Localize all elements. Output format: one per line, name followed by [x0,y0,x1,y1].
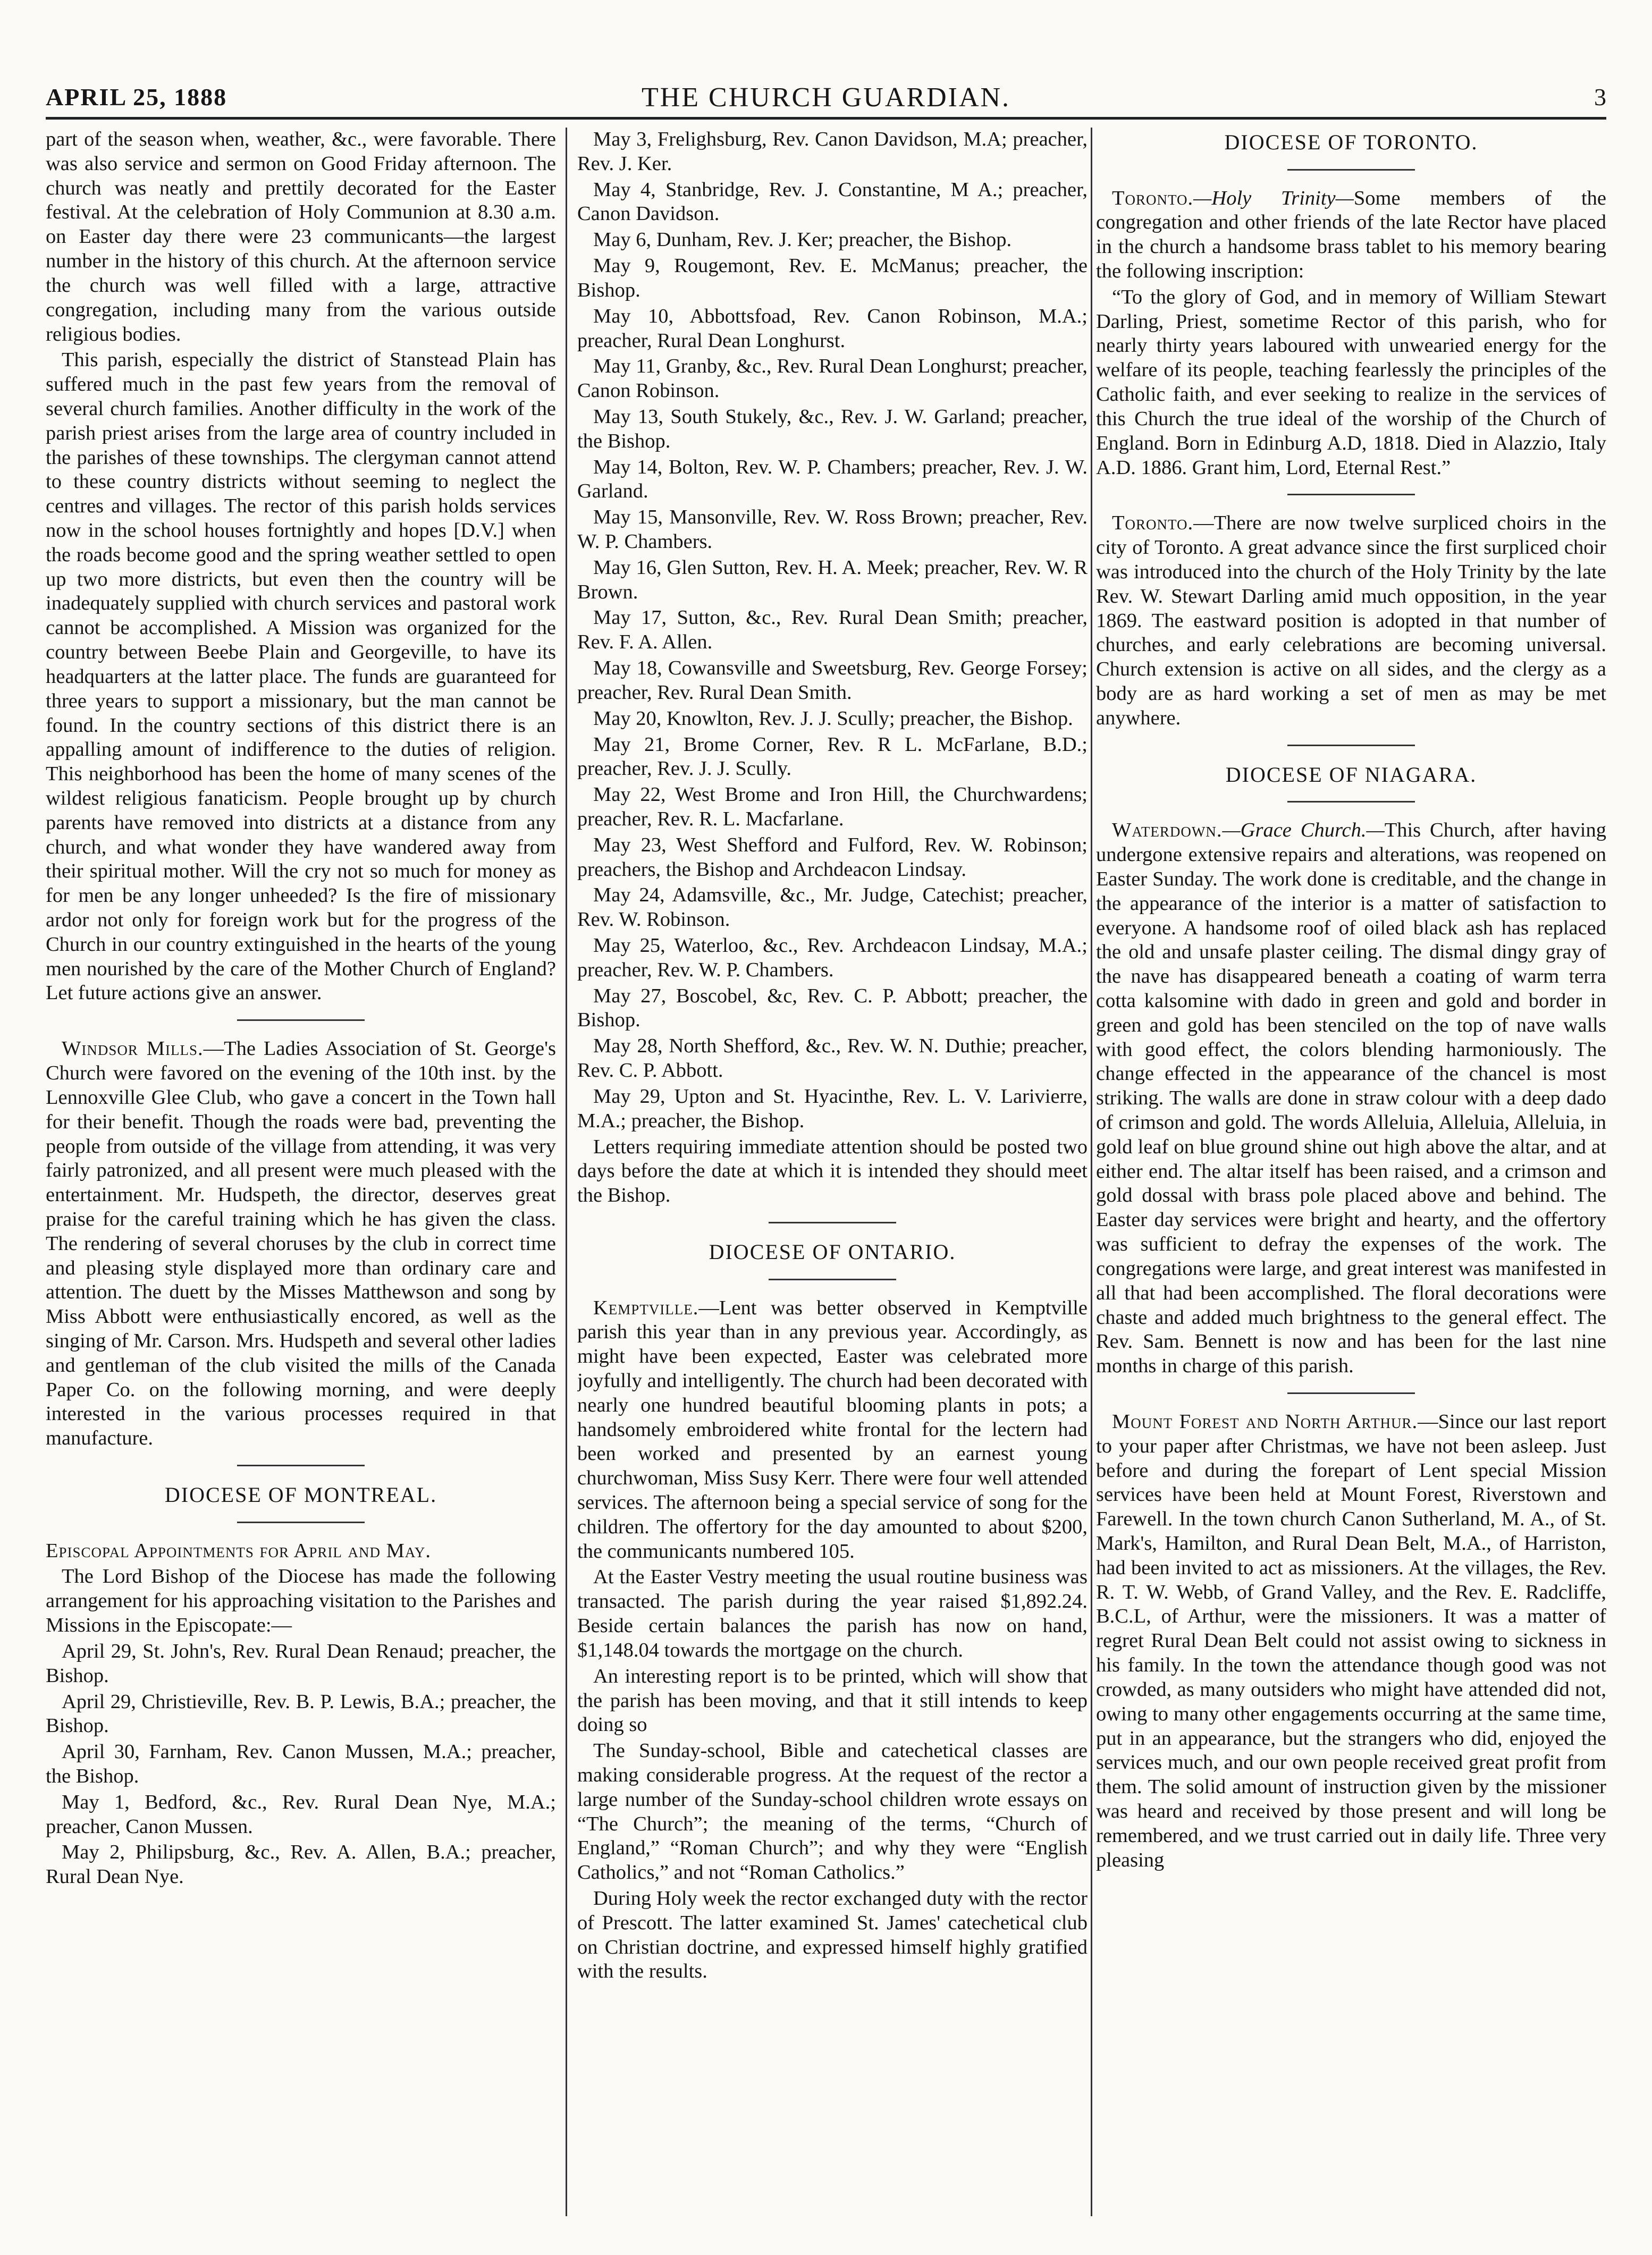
section-divider [1287,494,1415,495]
dateline: Waterdown. [1112,819,1223,842]
appointment-entry: May 4, Stanbridge, Rev. J. Constantine, M A.; preacher, Canon Davidson. [577,178,1088,225]
article-body: —Since our last report to your paper after Christmas, we have not been asleep. Just before and during the forepart of Lent special Mission services have been held at Mount Forest, Riverstown and Farewell. In the town church Canon Sutherland, M. A., of St. Mark's, Hamilton, and Rural Dean Belt, M.A., of Harriston, had been invited to act as missioners. At the villages, the Rev. R. T. W. Webb, of Grand Valley, and the Rev. E. Radcliffe, B.C.L, of Arthur, were the missioners. It was a matter of regret Rural Dean Belt could not assist owing to sickness in his family. In the town the attendance though good was not crowded, as many outsiders who might have attended did not, owing to many other engagements occurring at the same time, put in an appearance, but the strangers who did, enjoyed the services much, and our own people received great profit from them. The solid amount of instruction given by the missioner was heard and received by those present and will long be remembered, and we trust carried out in daily life. Three very pleasing [1096,1410,1606,1871]
appointment-entry: May 1, Bedford, &c., Rev. Rural Dean Nye, M.A.; preacher, Canon Mussen. [46,1791,556,1838]
article-mount-forest [1096,1410,1606,1872]
section-divider [1287,169,1415,171]
appointment-entry: May 15, Mansonville, Rev. W. Ross Brown; preacher, Rev. W. P. Chambers. [577,506,1088,553]
article-body: Some members of the congregation and other friends of the late Rector have placed in the church a handsome brass tablet to his memory bearing the following inscription: [1096,187,1606,283]
appointment-entry: May 28, North Shefford, &c., Rev. W. N. Duthie; preacher, Rev. C. P. Abbott. [577,1035,1088,1082]
section-divider [1287,1392,1415,1394]
dateline: Toronto. [1112,512,1194,535]
paragraph: Letters requiring immediate attention should be posted two days before the date at which it is intended they should meet the Bishop. [577,1135,1088,1207]
dateline: Mount Forest and North Arthur. [1112,1410,1418,1433]
section-heading: DIOCESE OF MONTREAL. [164,1483,437,1507]
subheading: Episcopal Appointments for April and May. [46,1539,431,1562]
appointment-entry: May 29, Upton and St. Hyacinthe, Rev. L. V. Larivierre, M.A.; preacher, the Bishop. [577,1085,1088,1132]
paragraph: The Lord Bishop of the Diocese has made the following arrangement for his approaching visitation to the Parishes and Missions in the Episcopate:— [46,1565,556,1637]
column-3 [1096,128,1606,2216]
article-body: —The Ladies Association of St. George's Church were favored on the evening of the 10th inst. by the Lennoxville Glee Club, who gave a concert in the Town hall for their benefit. Though the roads were bad, preventing the people from outside of the village from attending, it was very fairly patronized, and all present were much pleased with the entertainment. Mr. Hudspeth, the director, deserves great praise for the careful training which he has given the class. The rendering of several choruses by the club in correct time and pleasing style displayed more than ordinary care and attention. The duett by the Misses Matthewson and song by Miss Abbott were enthusiastically encored, as well as the singing of Mr. Carson. Mrs. Hudspeth and several other ladies and gentleman of the club visited the mills of the Canada Paper Co. on the following morning, and were deeply interested in the various processes required in that manufacture. [46,1037,556,1450]
section-heading: DIOCESE OF TORONTO. [1224,130,1478,154]
article-windsor-mills [46,1037,556,1451]
section-divider [1287,801,1415,803]
section-divider [237,1522,365,1523]
appointment-entry: May 25, Waterloo, &c., Rev. Archdeacon Lindsay, M.A.; preacher, Rev. W. P. Chambers. [577,934,1088,981]
appointment-entry: May 9, Rougemont, Rev. E. McManus; preacher, the Bishop. [577,255,1088,301]
page-number: 3 [1594,83,1606,111]
paragraph: At the Easter Vestry meeting the usual routine business was transacted. The parish during the year raised $1,892.24. Beside certain balances the parish has now on hand, $1,148.04 towards the mortgage on the church. [577,1566,1088,1661]
paragraph: During Holy week the rector exchanged duty with the rector of Prescott. The latter examined St. James' catechetical club on Christian doctrine, and expressed himself highly gratified with the results. [577,1887,1088,1983]
article-toronto-holy-trinity [1096,187,1606,284]
paragraph: This parish, especially the district of Stanstead Plain has suffered much in the past few years from the removal of several church families. Another difficulty in the work of the parish priest arises from the large area of country included in the parishes of these townships. The clergyman cannot attend to these country districts without seeming to neglect the centres and villages. The rector of this parish holds services now in the school houses fortnightly and hopes [D.V.] when the roads become good and the spring weather settled to open up two more districts, but even then the country will be inadequately supplied with church services and pastoral work cannot be accomplished. A Mission was organized for the country between Beebe Plain and Georgeville, to have its headquarters at the latter place. The funds are guaranteed for three years to support a missionary, but the man cannot be found. In the country sections of this district there is an appalling amount of indifference to the duties of religion. This neighborhood has been the home of many scenes of the wildest religious fanaticism. People brought up by church parents have removed into districts at a distance from any church, and what wonder they have wandered away from their spiritual mother. Will the cry not so much for money as for men be any longer unheeded? Is the fire of missionary ardor not only for foreign work but for the progress of the Church in our country extinguished in the hearts of the young men nourished by the care of the Mother Church of England? Let future actions give an answer. [46,349,556,1004]
masthead [46,80,1606,120]
article-body: —Lent was better observed in Kemptville parish this year than in any previous year. Accordingly, as might have been expected, Easter was celebrated more joyfully and intelligently. The church had been decorated with nearly one hundred beautiful blooming plants in pots; a handsomely embroidered white frontal for the lectern had been worked and presented by an earnest young churchwoman, Miss Susy Kerr. There were four well attended services. The afternoon being a special service of song for the children. The offertory for the day amounted to about $200, the communicants numbered 105. [577,1296,1088,1563]
appointment-entry: May 10, Abbottsfoad, Rev. Canon Robinson, M.A.; preacher, Rural Dean Longhurst. [577,305,1088,352]
dateline: Kemptville. [593,1296,699,1319]
appointment-entry: May 23, West Shefford and Fulford, Rev. W. Robinson; preachers, the Bishop and Archdeacon Lindsay. [577,833,1088,881]
section-divider [769,1279,896,1280]
dateline: Windsor Mills. [62,1037,204,1060]
issue-date: APRIL 25, 1888 [46,83,227,111]
article-toronto-choirs [1096,511,1606,730]
appointment-entry: April 30, Farnham, Rev. Canon Mussen, M.A.; preacher, the Bishop. [46,1741,556,1787]
section-divider [1287,745,1415,746]
subtitle: —Grace Church.— [1222,819,1385,842]
column-1 [46,128,556,2216]
appointment-entry: May 17, Sutton, &c., Rev. Rural Dean Smith; preacher, Rev. F. A. Allen. [577,606,1088,654]
section-divider [237,1465,365,1466]
appointment-entry: April 29, St. John's, Rev. Rural Dean Renaud; preacher, the Bishop. [46,1640,556,1687]
appointment-entry: May 16, Glen Sutton, Rev. H. A. Meek; preacher, Rev. W. R Brown. [577,556,1088,603]
appointment-entry: May 21, Brome Corner, Rev. R L. McFarlane, B.D.; preacher, Rev. J. J. Scully. [577,733,1088,780]
dateline: Toronto. [1112,187,1194,209]
article-kemptville [577,1296,1088,1564]
appointment-entry: May 11, Granby, &c., Rev. Rural Dean Longhurst; preacher, Canon Robinson. [577,355,1088,402]
appointment-entry: May 22, West Brome and Iron Hill, the Churchwardens; preacher, Rev. R. L. Macfarlane. [577,783,1088,830]
column-rule [1091,128,1092,2216]
article-waterdown [1096,818,1606,1379]
subtitle: —Holy Trinity— [1193,187,1354,209]
appointment-entry: May 2, Philipsburg, &c., Rev. A. Allen, B.A.; preacher, Rural Dean Nye. [46,1841,556,1888]
appointment-entry: May 3, Frelighsburg, Rev. Canon Davidson, M.A; preacher, Rev. J. Ker. [577,128,1088,175]
section-heading: DIOCESE OF ONTARIO. [709,1239,956,1264]
column-rule [566,128,567,2216]
inscription-quote: “To the glory of God, and in memory of William Stewart Darling, Priest, sometime Rector of this parish, who for nearly thirty years laboured with unwearied energy for the welfare of its people, teaching fearlessly the principles of the Catholic faith, and ever seeking to realize in the services of this Church the true ideal of the worship of the Church of England. Born in Edinburg A.D, 1818. Died in Alazzio, Italy A.D. 1886. Grant him, Lord, Eternal Rest.” [1096,285,1606,479]
paragraph: The Sunday-school, Bible and catechetical classes are making considerable progress. At the request of the rector a large number of the Sunday-school children wrote essays on “The Church”; the meaning of the terms, “Church of England,” “Roman Church”; and why they were “English Catholics,” and not “Roman Catholics.” [577,1739,1088,1884]
appointment-entry: May 6, Dunham, Rev. J. Ker; preacher, the Bishop. [593,229,1012,251]
article-body: This Church, after having undergone extensive repairs and alterations, was reopened on Easter Sunday. The work done is creditable, and the change in the appearance of the interior is a matter of satisfaction to everyone. A handsome roof of oiled black ash has replaced the old and unsafe plaster ceiling. The dismal dingy gray of the nave has disappeared beneath a coating of warm terra cotta kalsomine with dado in green and gold and border in green and gold has been stenciled on the top of nave walls with good effect, the colors blending harmoniously. The change effected in the appearance of the chancel is most striking. The walls are done in straw colour with a deep dado of crimson and gold. The words Alleluia, Alleluia, Alleluia, in gold leaf on blue ground shine out high above the altar, and at either end. The altar itself has been raised, and a crimson and gold dossal with brass pole placed above and behind. The Easter day services were bright and hearty, and the offertory was sufficient to defray the expenses of the work. The congregations were large, and great interest was manifested in all that had been accomplished. The floral decorations were chaste and added much brightness to the general effect. The Rev. Sam. Bennett is now and has been for the last nine months in charge of this parish. [1096,819,1606,1378]
paragraph: part of the season when, weather, &c., were favorable. There was also service and sermon on Good Friday afternoon. The church was neatly and prettily decorated for the Easter festival. At the celebration of Holy Communion at 8.30 a.m. on Easter day there were 23 communicants—the largest number in the history of this church. At the afternoon service the church was well filled with a large, attractive congregation, including many from the various outside religious bodies. [46,128,556,345]
section-divider [769,1222,896,1223]
appointment-entry: May 27, Boscobel, &c, Rev. C. P. Abbott; preacher, the Bishop. [577,984,1088,1032]
newspaper-title: THE CHURCH GUARDIAN. [641,82,1011,113]
appointment-entry: May 13, South Stukely, &c., Rev. J. W. Garland; preacher, the Bishop. [577,405,1088,452]
appointment-entry: May 14, Bolton, Rev. W. P. Chambers; preacher, Rev. J. W. Garland. [577,455,1088,503]
appointment-entry: May 20, Knowlton, Rev. J. J. Scully; preacher, the Bishop. [593,707,1073,730]
appointment-entry: May 18, Cowansville and Sweetsburg, Rev. George Forsey; preacher, Rev. Rural Dean Smith. [577,657,1088,704]
column-2 [577,128,1088,2216]
appointment-entry: April 29, Christieville, Rev. B. P. Lewis, B.A.; preacher, the Bishop. [46,1690,556,1737]
paragraph: An interesting report is to be printed, which will show that the parish has been moving, and that it still intends to keep doing so [577,1665,1088,1736]
section-divider [237,1019,365,1021]
section-heading: DIOCESE OF NIAGARA. [1225,762,1477,787]
article-body: —There are now twelve surpliced choirs in the city of Toronto. A great advance since the first surpliced choir was introduced into the church of the Holy Trinity by the late Rev. W. Stewart Darling amid much opposition, in the year 1869. The eastward position is adopted in that number of churches, and early celebrations are becoming universal. Church extension is active on all sides, and the clergy as a body are as hard working a set of men as may be met anywhere. [1096,512,1606,729]
appointment-entry: May 24, Adamsville, &c., Mr. Judge, Catechist; preacher, Rev. W. Robinson. [577,884,1088,931]
